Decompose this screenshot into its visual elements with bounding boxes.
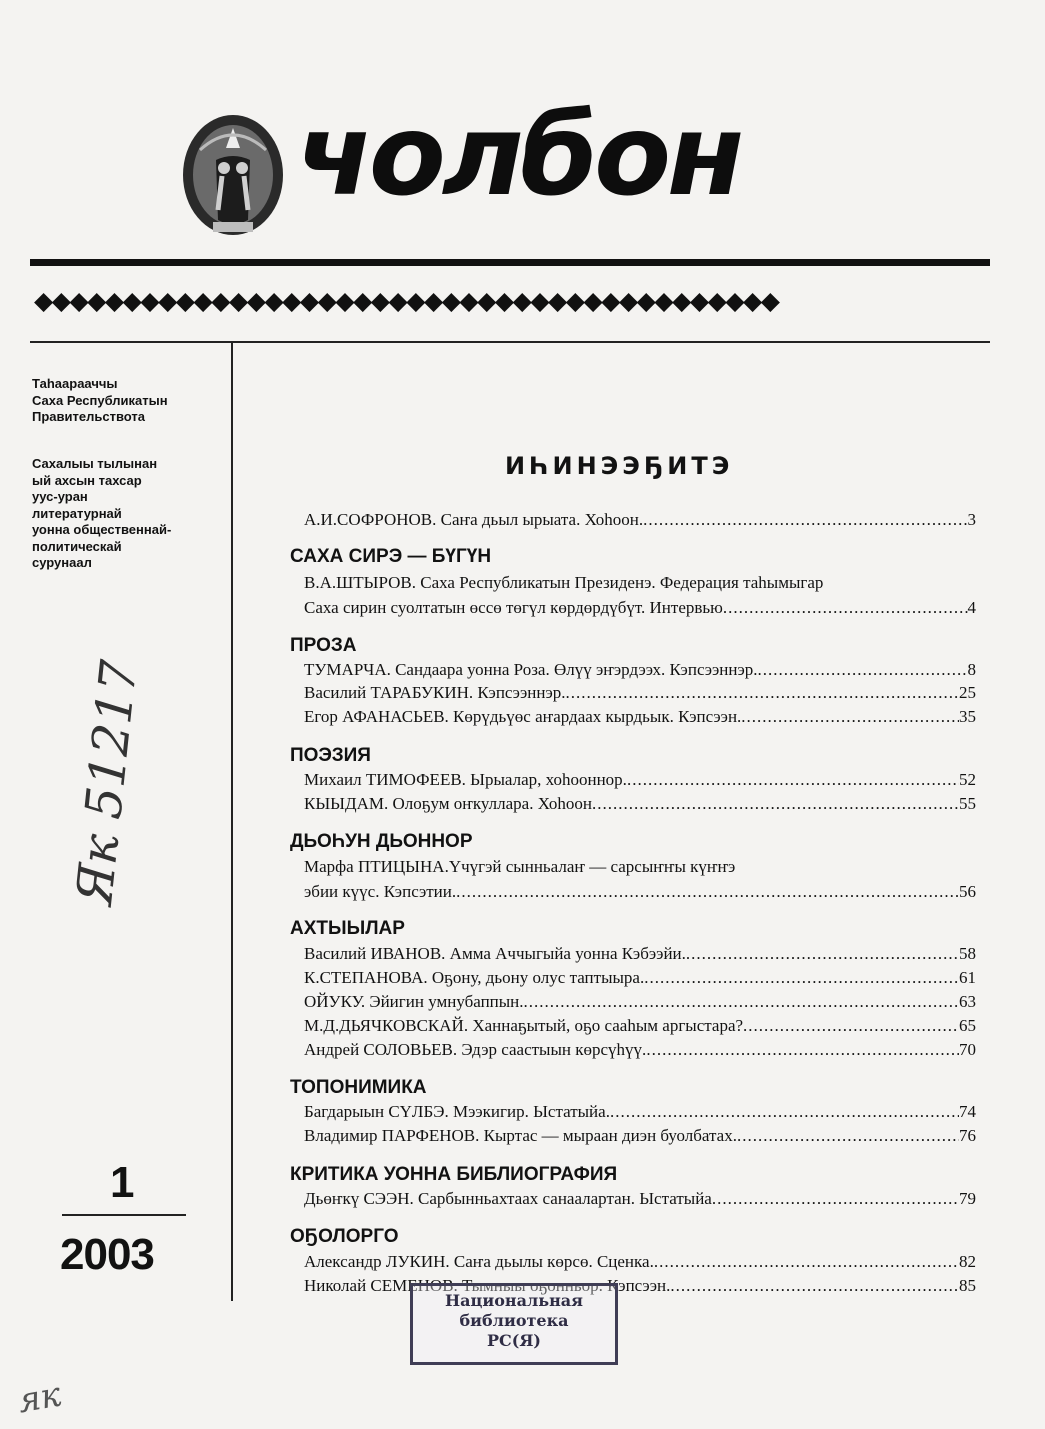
toc-entry: [304, 1276, 976, 1296]
entry-page: 65: [959, 1016, 976, 1035]
entry-title: А.И.СОФРОНОВ. Саҥа дьыл ырыата. Хоһоон.: [304, 510, 644, 529]
entry-title: Багдарыын СҮЛБЭ. Мээкигир. Ыстатыйа.: [304, 1102, 610, 1121]
description-line: сурунаал: [32, 555, 92, 570]
leader-dots: [524, 992, 959, 1012]
description-line: литературнай: [32, 505, 122, 521]
toc-entry: [304, 683, 976, 703]
toc-title: ИҺИНЭЭҔИТЭ: [505, 452, 734, 480]
description-line: Сахалыы тылынан: [32, 456, 158, 471]
stamp-line: РС(Я): [486, 1331, 541, 1350]
entry-title: Александр ЛУКИН. Саҥа дьылы көрсө. Сценка.: [304, 1252, 654, 1271]
leader-dots: [456, 882, 959, 902]
entry-title: ТУМАРЧА. Сандаара уонна Роза. Өлүү эҥэрдээх. Кэпсээннэр.: [304, 660, 758, 679]
toc-entry: [304, 707, 976, 727]
entry-title: Николай СЕМЕНОВ. Тымныы оҕонньор. Кэпсээн.: [304, 1276, 671, 1295]
entry-title: К.СТЕПАНОВА. Оҕону, дьону олус таптыыра.: [304, 968, 645, 987]
handwritten-shelfmark: Як 51217: [65, 657, 149, 908]
entry-page: 79: [959, 1189, 976, 1208]
issue-rule: [62, 1214, 186, 1216]
section-heading: КРИТИКА УОННА БИБЛИОГРАФИЯ: [290, 1164, 618, 1185]
toc-entry: [304, 1016, 976, 1036]
entry-page: 58: [959, 944, 976, 963]
entry-title: Дьөҥкү СЭЭН. Сарбынньахтаах санаалартан. Ыстатыйа: [304, 1189, 712, 1208]
toc-entry: [304, 992, 976, 1012]
diamond-ornament: ◆◆◆◆◆◆◆◆◆◆◆◆◆◆◆◆◆◆◆◆◆◆◆◆◆◆◆◆◆◆◆◆◆◆◆◆◆◆◆◆◆◆: [34, 287, 779, 315]
publisher-line: Саха Республикатын: [32, 392, 168, 408]
stamp-line: Национальная: [445, 1291, 583, 1310]
magazine-logo: чолбон: [296, 91, 741, 221]
entry-title: Андрей СОЛОВЬЕВ. Эдэр саастыын көрсүһүү.: [304, 1040, 647, 1059]
column-divider: [231, 343, 233, 1301]
description-line: уонна общественнай-: [32, 522, 172, 537]
toc-entry: [304, 660, 976, 680]
issue-number: 1: [110, 1158, 135, 1207]
leader-dots: [712, 1189, 959, 1209]
leader-dots: [644, 968, 959, 988]
toc-entry: [304, 794, 976, 814]
toc-entry: [304, 1189, 976, 1209]
section-heading: АХТЫЫЛАР: [290, 918, 405, 939]
leader-dots: [723, 598, 968, 618]
section-heading: ТОПОНИМИКА: [290, 1077, 427, 1098]
publisher-line: Правительствота: [32, 409, 145, 424]
leader-dots: [686, 944, 959, 964]
entry-title: Михаил ТИМОФЕЕВ. Ырыалар, хоһооннор.: [304, 770, 627, 789]
entry-page: 70: [959, 1040, 976, 1059]
toc-entry: [304, 1252, 976, 1272]
toc-entry: [304, 510, 976, 530]
toc-entry-line: Марфа ПТИЦЫНА.Үчүгэй сынньалаҥ — сарсыҥҥы күҥҥэ: [304, 857, 736, 876]
section-heading: САХА СИРЭ — БҮГҮН: [290, 546, 492, 567]
section-heading: ПРОЗА: [290, 635, 357, 656]
entry-title: Саха сирин суолтатын өссө төгүл көрдөрдүбүт. Интервью: [304, 598, 723, 617]
header-rule: [30, 259, 990, 266]
entry-title: эбии күүс. Кэпсэтии.: [304, 882, 457, 901]
entry-page: 52: [959, 770, 976, 789]
entry-page: 4: [967, 598, 976, 617]
entry-page: 35: [959, 707, 976, 726]
leader-dots: [654, 1252, 959, 1272]
leader-dots: [758, 660, 968, 680]
publisher-line: Таһаарааччы: [32, 376, 118, 391]
leader-dots: [737, 1126, 959, 1146]
stamp-line: библиотека: [459, 1311, 569, 1330]
entry-title: Василий ТАРАБУКИН. Кэпсээннэр.: [304, 683, 566, 702]
entry-page: 56: [959, 882, 976, 901]
section-heading: ОҔОЛОРГО: [290, 1226, 399, 1247]
library-stamp: [410, 1283, 618, 1365]
toc-entry: [304, 770, 976, 790]
leader-dots: [743, 1016, 959, 1036]
leader-dots: [566, 683, 959, 703]
entry-page: 25: [959, 683, 976, 702]
magazine-description: [32, 456, 227, 572]
entry-page: 8: [967, 660, 976, 679]
entry-page: 85: [959, 1276, 976, 1295]
ussr-emblem-icon: [178, 110, 288, 240]
toc-entry-line: В.А.ШТЫРОВ. Саха Республикатын Президенэ. Федерация таһымыгар: [304, 573, 824, 592]
entry-title: Василий ИВАНОВ. Амма Аччыгыйа уонна Кэбээйи.: [304, 944, 686, 963]
description-line: ый ахсын тахсар: [32, 472, 142, 488]
entry-title: Владимир ПАРФЕНОВ. Кыртас — мыраан диэн буолбатах.: [304, 1126, 737, 1145]
entry-page: 63: [959, 992, 976, 1011]
entry-page: 76: [959, 1126, 976, 1145]
toc-entry: [304, 1040, 976, 1060]
entry-page: 82: [959, 1252, 976, 1271]
entry-page: 74: [959, 1102, 976, 1121]
toc-entry: [304, 968, 976, 988]
entry-title: Егор АФАНАСЬЕВ. Көрүдьүөс аҥардаах кырдьык. Кэпсээн.: [304, 707, 742, 726]
leader-dots: [741, 707, 959, 727]
leader-dots: [592, 794, 959, 814]
publisher-info: [32, 376, 227, 426]
entry-title: КЫЫДАМ. Олоҕум оҥкуллара. Хоһоон: [304, 794, 593, 813]
leader-dots: [627, 770, 959, 790]
ornament-rule: [30, 341, 990, 343]
leader-dots: [643, 510, 967, 530]
entry-page: 55: [959, 794, 976, 813]
leader-dots: [610, 1102, 959, 1122]
leader-dots: [646, 1040, 959, 1060]
description-line: политическай: [32, 538, 122, 554]
issue-year: 2003: [60, 1230, 154, 1279]
entry-page: 61: [959, 968, 976, 987]
entry-page: 3: [967, 510, 976, 529]
section-heading: ДЬОҺУН ДЬОННОР: [290, 831, 473, 852]
section-heading: ПОЭЗИЯ: [290, 745, 371, 766]
toc-entry: [304, 944, 976, 964]
toc-entry: [304, 882, 976, 902]
toc-entry: [304, 1126, 976, 1146]
description-line: уус-уран: [32, 489, 88, 504]
toc-entry: [304, 598, 976, 618]
toc-entry: [304, 1102, 976, 1122]
leader-dots: [670, 1276, 959, 1296]
entry-title: М.Д.ДЬЯЧКОВСКАЙ. Ханнаҕытый, оҕо сааһым аргыстара?: [304, 1016, 744, 1035]
entry-title: ОЙУКУ. Эйигин умнубаппын.: [304, 992, 524, 1011]
handwritten-initials: як: [14, 1374, 64, 1422]
